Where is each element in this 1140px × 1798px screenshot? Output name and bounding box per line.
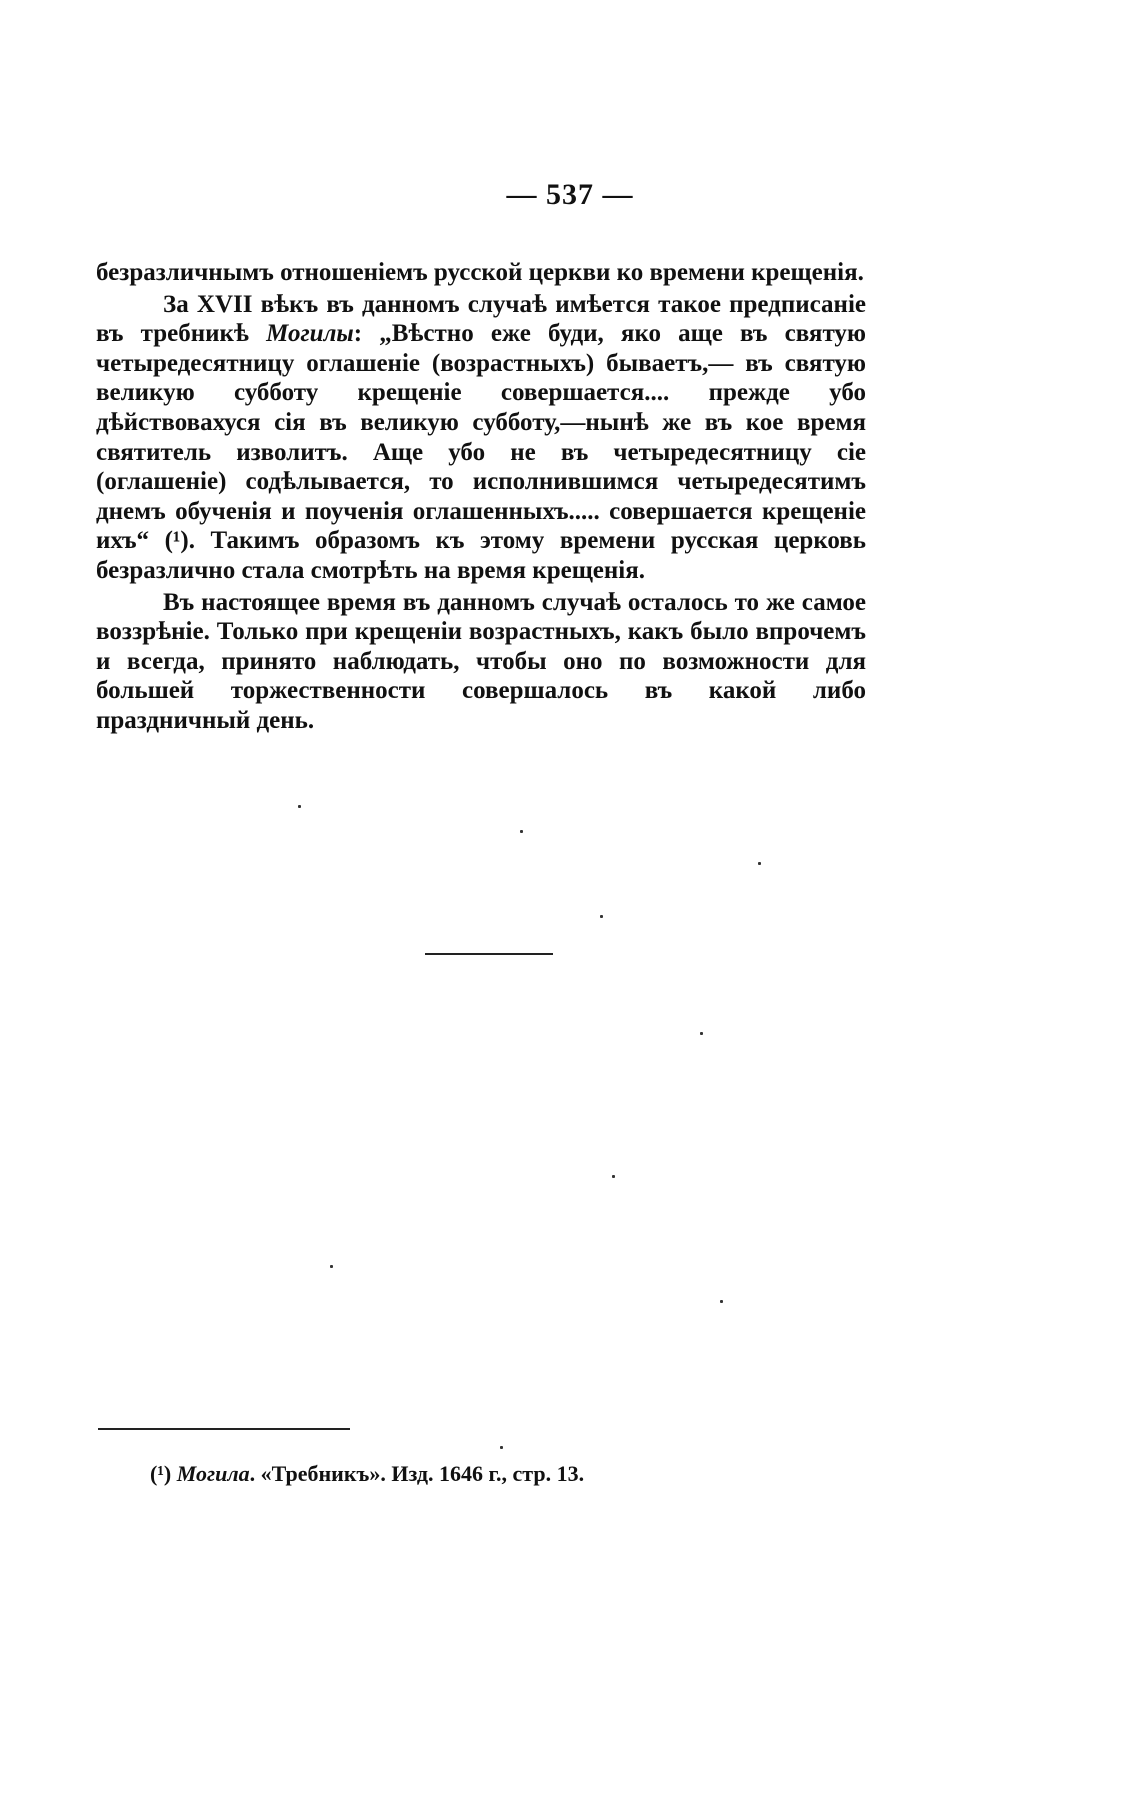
section-separator bbox=[425, 953, 553, 955]
scan-speck bbox=[600, 915, 603, 918]
scan-speck bbox=[500, 1446, 503, 1449]
scan-speck bbox=[298, 805, 301, 808]
footnote-rule bbox=[98, 1428, 350, 1430]
footnote-author: Могила bbox=[176, 1461, 250, 1486]
scan-speck bbox=[330, 1265, 333, 1268]
footnote-text: . «Требникъ». Изд. 1646 г., стр. 13. bbox=[249, 1461, 585, 1486]
paragraph-2-rest: : „Вѣстно еже буди, яко аще въ святую четыредесятницу оглашеніе (возрастныхъ) бываетъ,— въ святую великую субботу крещеніе совершается.... прежде убо дѣйствовахуся сія въ великую субботу,—нынѣ же въ кое время святитель изволитъ. Аще убо не въ четыредесятницу сіе (оглашеніе) содѣлывается, то исполнившимся четыредесятимъ днемъ обученія и поученія оглашенныхъ..... совершается крещеніе ихъ“ (¹). Такимъ образомъ къ этому времени русская церковь безразлично стала смотрѣть на время крещенія. bbox=[96, 320, 866, 584]
paragraph-2-lead: За XVII вѣкъ въ данномъ случаѣ имѣется такое предписаніе въ требникѣ bbox=[96, 290, 866, 348]
scan-speck bbox=[720, 1300, 723, 1303]
scan-speck bbox=[700, 1032, 703, 1035]
scan-speck bbox=[520, 830, 523, 833]
paragraph-3: Въ настоящее время въ данномъ случаѣ осталось то же самое воззрѣніе. Только при крещеніи возрастныхъ, какъ было впрочемъ и всегда, принято наблюдать, чтобы оно по возможности для большей торжественности совершалось въ какой либо праздничный день. bbox=[96, 588, 866, 734]
paragraph-1: безразличнымъ отношеніемъ русской церкви ко времени крещенія. bbox=[96, 259, 864, 286]
body-text bbox=[96, 258, 866, 736]
scan-speck bbox=[612, 1175, 615, 1178]
footnote bbox=[150, 1461, 850, 1487]
scan-speck bbox=[758, 862, 761, 865]
footnote-marker: (¹) bbox=[150, 1461, 172, 1486]
page-number: — 537 — bbox=[506, 178, 634, 211]
paragraph-2 bbox=[96, 290, 866, 586]
paragraph-2-italic: Могилы bbox=[266, 320, 354, 348]
